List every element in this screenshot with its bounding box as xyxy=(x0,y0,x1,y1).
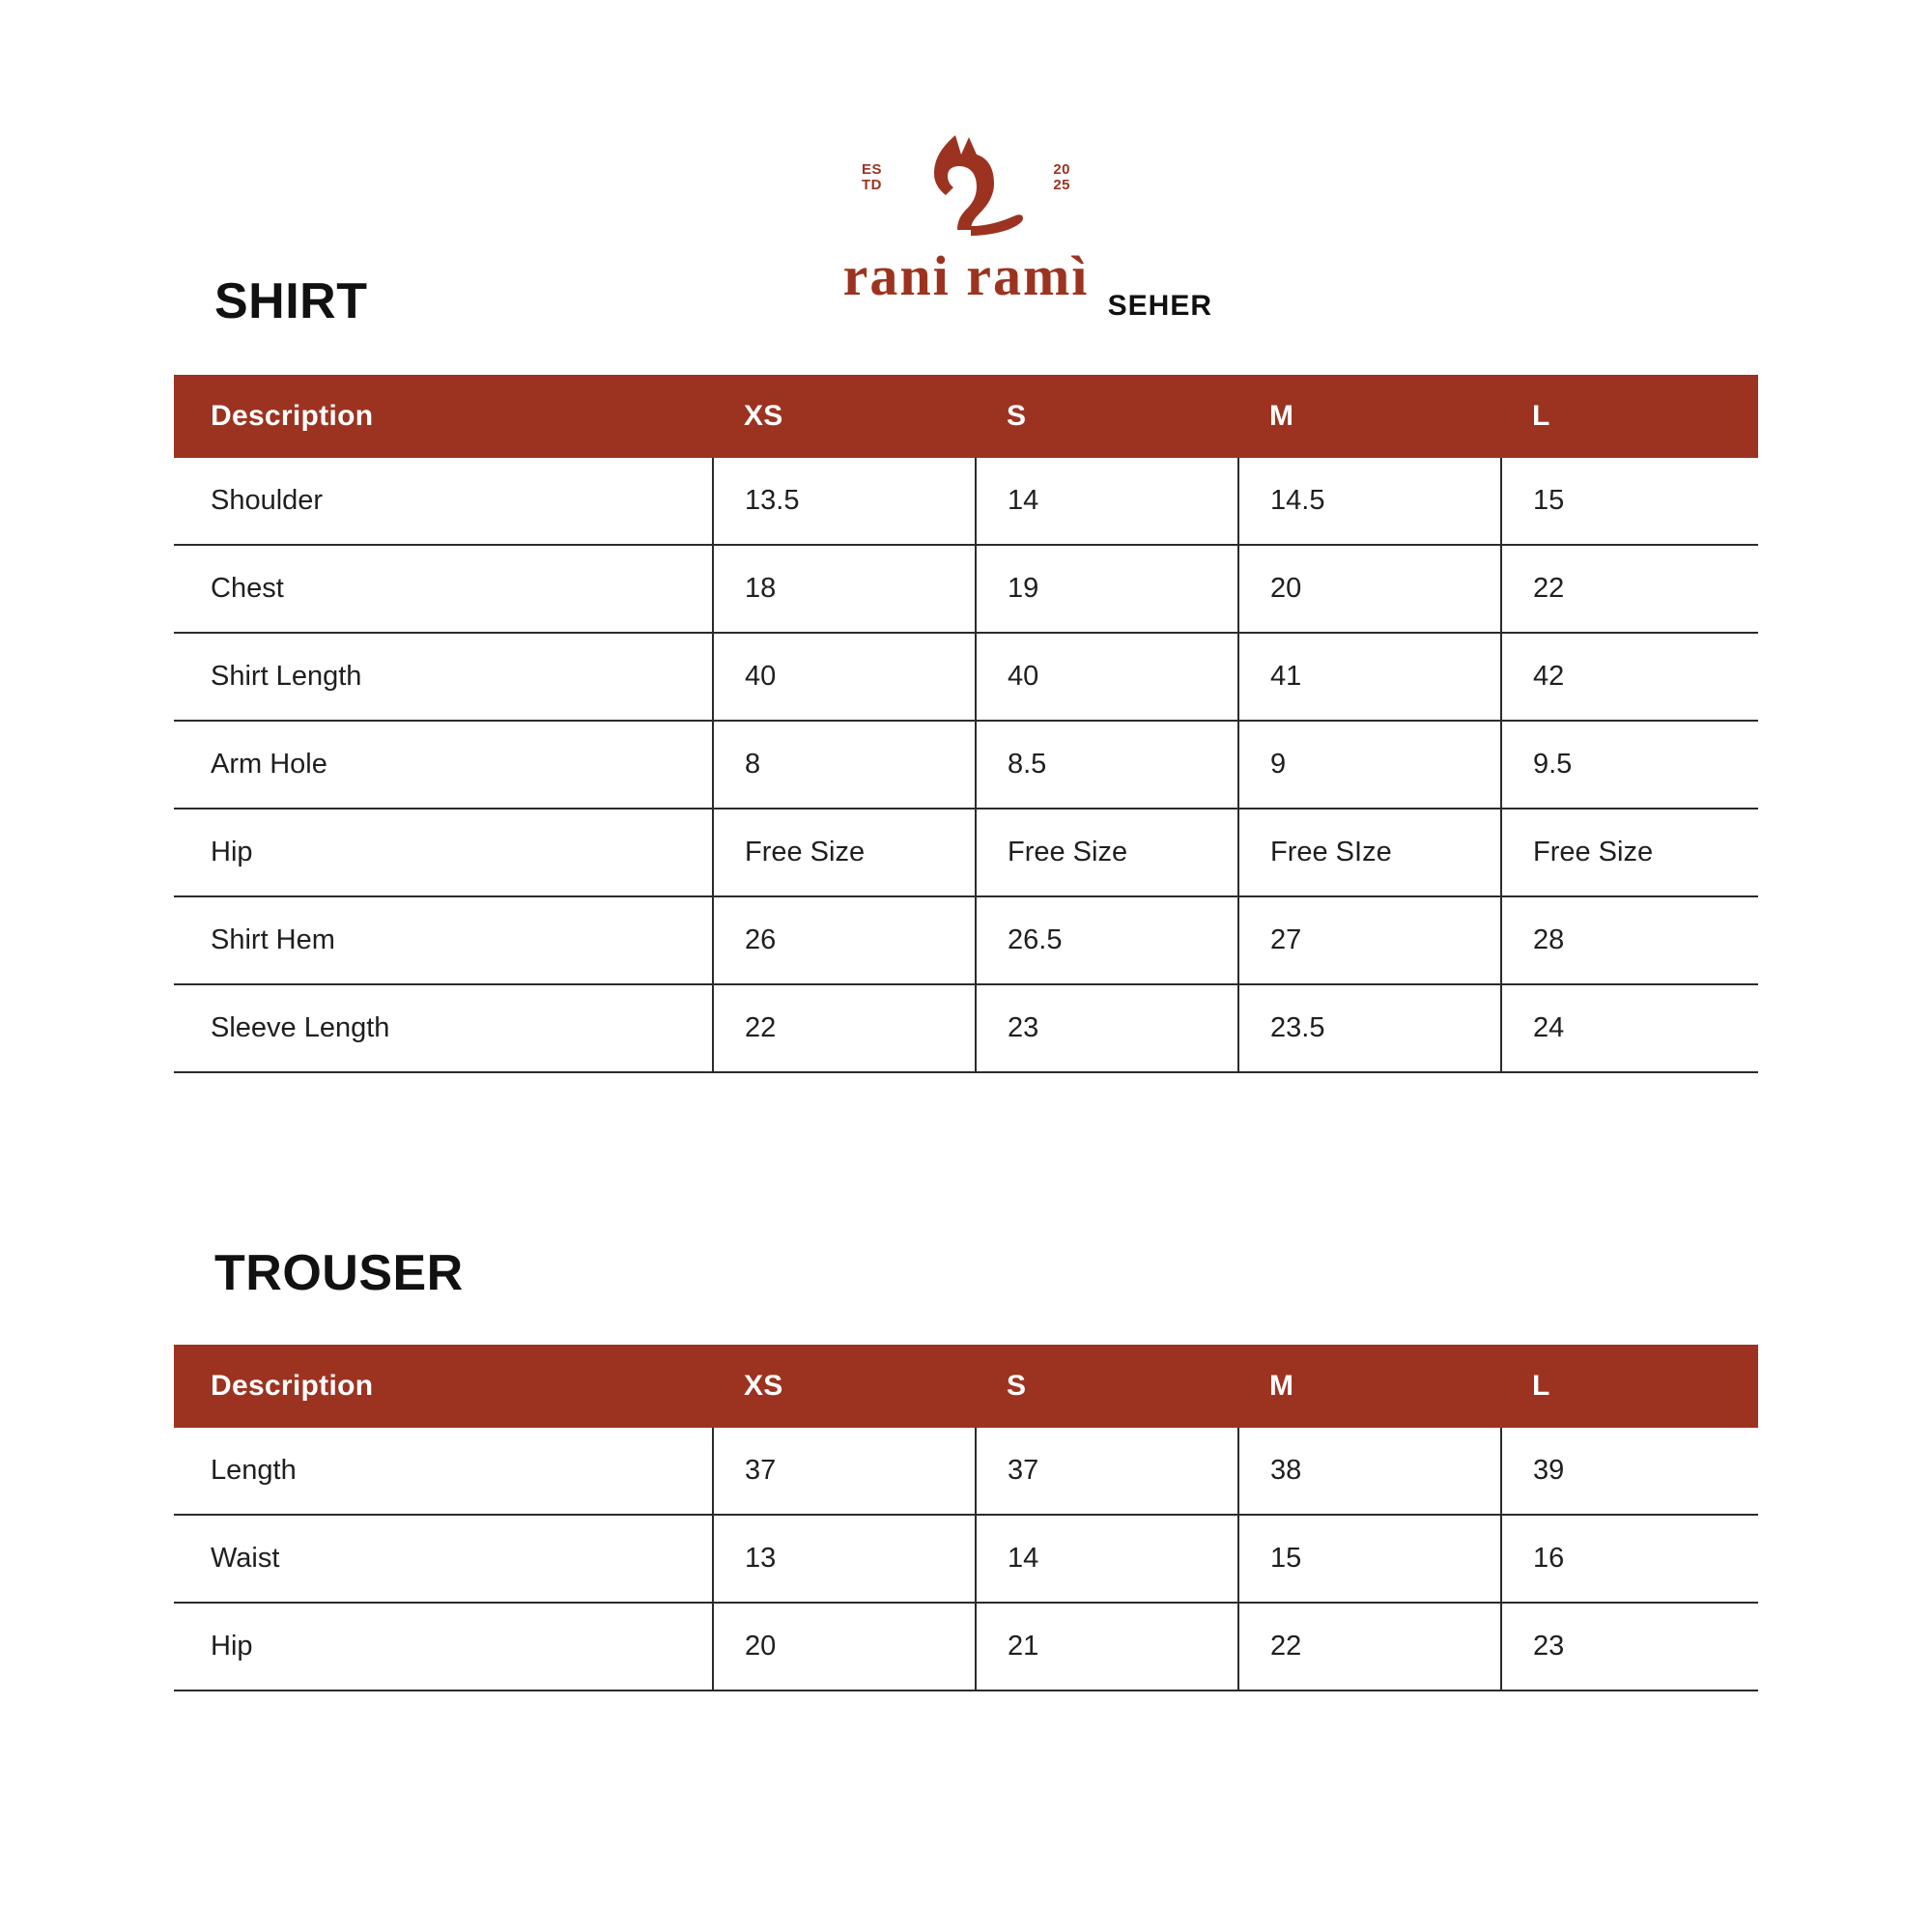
cell-s: 37 xyxy=(976,1428,1238,1515)
table-header-row xyxy=(174,375,1758,458)
row-label: Shirt Hem xyxy=(174,896,713,984)
column-header-m: M xyxy=(1238,375,1501,458)
table-row xyxy=(174,1428,1758,1515)
logo-mark xyxy=(860,126,1072,242)
cell-xs: 20 xyxy=(713,1603,976,1690)
column-header-s: S xyxy=(976,375,1238,458)
cell-s: 19 xyxy=(976,545,1238,633)
shirt-size-table xyxy=(174,375,1758,1073)
cell-xs: 37 xyxy=(713,1428,976,1515)
cell-s: Free Size xyxy=(976,809,1238,896)
collection-label: SEHER xyxy=(1107,290,1212,322)
cell-s: 14 xyxy=(976,458,1238,545)
cell-m: Free SIze xyxy=(1238,809,1501,896)
table-row xyxy=(174,809,1758,896)
cell-s: 8.5 xyxy=(976,721,1238,809)
row-label: Chest xyxy=(174,545,713,633)
cat-silhouette-icon xyxy=(894,126,1038,240)
table-row xyxy=(174,1603,1758,1690)
cell-l: Free Size xyxy=(1501,809,1758,896)
established-right-text: 20 25 xyxy=(1053,161,1070,193)
cell-m: 14.5 xyxy=(1238,458,1501,545)
cell-s: 26.5 xyxy=(976,896,1238,984)
cell-m: 27 xyxy=(1238,896,1501,984)
column-header-s: S xyxy=(976,1345,1238,1428)
trouser-size-table xyxy=(174,1345,1758,1691)
cell-xs: 22 xyxy=(713,984,976,1072)
table-row xyxy=(174,633,1758,721)
cell-l: 24 xyxy=(1501,984,1758,1072)
column-header-l: L xyxy=(1501,1345,1758,1428)
cell-l: 23 xyxy=(1501,1603,1758,1690)
cell-xs: 8 xyxy=(713,721,976,809)
row-label: Waist xyxy=(174,1515,713,1603)
table-row xyxy=(174,1515,1758,1603)
established-left-text: ES TD xyxy=(862,161,883,193)
row-label: Shirt Length xyxy=(174,633,713,721)
cell-xs: 18 xyxy=(713,545,976,633)
cell-xs: 26 xyxy=(713,896,976,984)
row-label: Shoulder xyxy=(174,458,713,545)
table-row xyxy=(174,545,1758,633)
cell-s: 21 xyxy=(976,1603,1238,1690)
section-title-shirt: SHIRT xyxy=(214,273,368,329)
table-header-row xyxy=(174,1345,1758,1428)
cell-xs: 13 xyxy=(713,1515,976,1603)
row-label: Length xyxy=(174,1428,713,1515)
table-row xyxy=(174,896,1758,984)
cell-l: 28 xyxy=(1501,896,1758,984)
cell-m: 15 xyxy=(1238,1515,1501,1603)
cell-l: 39 xyxy=(1501,1428,1758,1515)
column-header-description: Description xyxy=(174,1345,713,1428)
row-label: Sleeve Length xyxy=(174,984,713,1072)
column-header-xs: XS xyxy=(713,375,976,458)
row-label: Hip xyxy=(174,809,713,896)
cell-m: 22 xyxy=(1238,1603,1501,1690)
cell-l: 9.5 xyxy=(1501,721,1758,809)
column-header-l: L xyxy=(1501,375,1758,458)
cell-xs: 40 xyxy=(713,633,976,721)
cell-l: 16 xyxy=(1501,1515,1758,1603)
cell-s: 40 xyxy=(976,633,1238,721)
cell-m: 38 xyxy=(1238,1428,1501,1515)
table-row xyxy=(174,458,1758,545)
table-row xyxy=(174,721,1758,809)
cell-m: 20 xyxy=(1238,545,1501,633)
cell-m: 41 xyxy=(1238,633,1501,721)
table-row xyxy=(174,984,1758,1072)
cell-s: 14 xyxy=(976,1515,1238,1603)
brand-wordmark: rani ramì xyxy=(842,244,1090,307)
column-header-description: Description xyxy=(174,375,713,458)
column-header-xs: XS xyxy=(713,1345,976,1428)
cell-m: 23.5 xyxy=(1238,984,1501,1072)
cell-l: 42 xyxy=(1501,633,1758,721)
cell-l: 15 xyxy=(1501,458,1758,545)
cell-m: 9 xyxy=(1238,721,1501,809)
cell-xs: Free Size xyxy=(713,809,976,896)
cell-l: 22 xyxy=(1501,545,1758,633)
cell-s: 23 xyxy=(976,984,1238,1072)
cell-xs: 13.5 xyxy=(713,458,976,545)
section-title-trouser: TROUSER xyxy=(214,1245,464,1301)
row-label: Hip xyxy=(174,1603,713,1690)
row-label: Arm Hole xyxy=(174,721,713,809)
column-header-m: M xyxy=(1238,1345,1501,1428)
